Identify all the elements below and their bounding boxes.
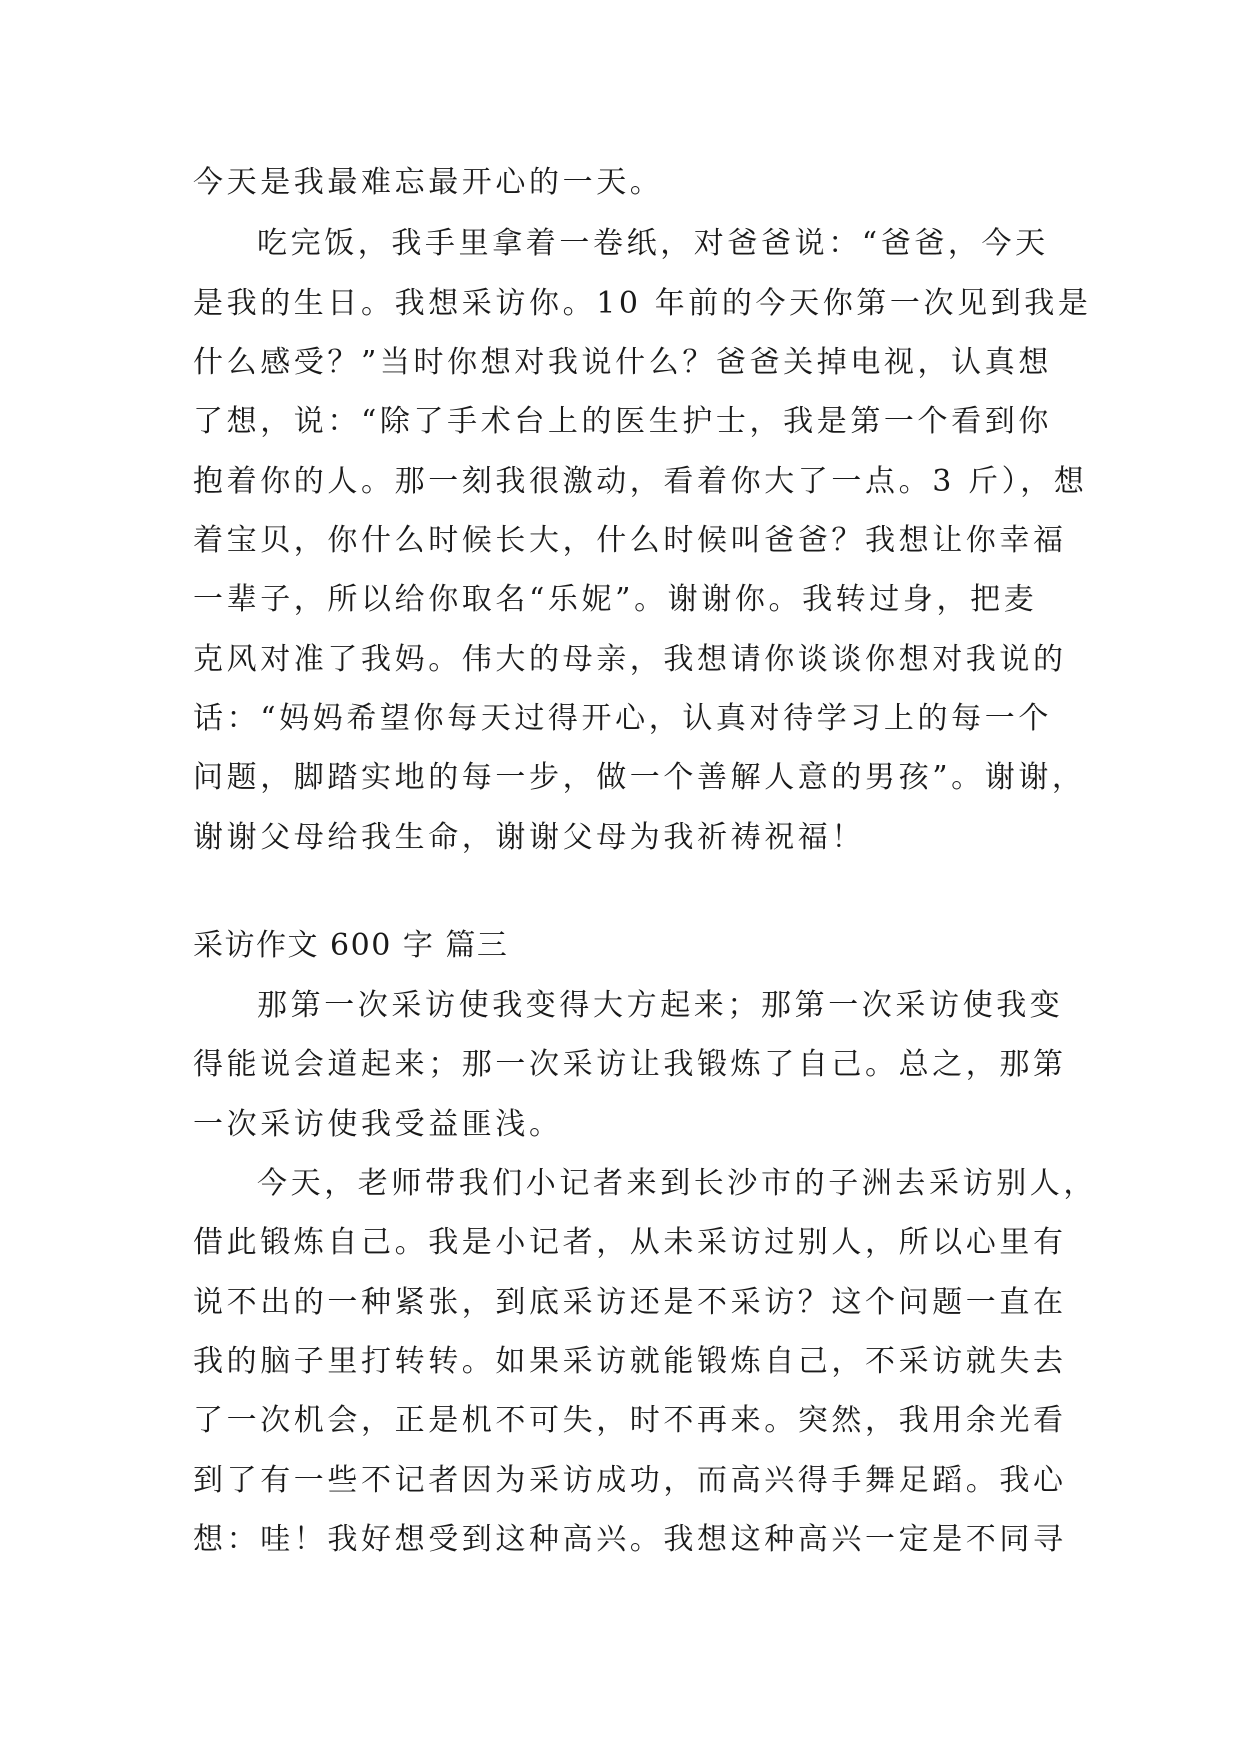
text-line: 一辈子，所以给你取名“乐妮”。谢谢你。我转过身，把麦 bbox=[193, 582, 1038, 617]
text-line: 着宝贝，你什么时候长大，什么时候叫爸爸？我想让你幸福 bbox=[193, 523, 1067, 558]
text-line: 话：“妈妈希望你每天过得开心，认真对待学习上的每一个 bbox=[193, 701, 1052, 736]
text-line: 抱着你的人。那一刻我很激动，看着你大了一点。3 斤），想 bbox=[193, 464, 1088, 499]
text-line: 今天是我最难忘最开心的一天。 bbox=[193, 165, 664, 200]
text-line: 说不出的一种紧张，到底采访还是不采访？这个问题一直在 bbox=[193, 1285, 1067, 1320]
text-line: 克风对准了我妈。伟大的母亲，我想请你谈谈你想对我说的 bbox=[193, 642, 1067, 677]
text-line: 想：哇！我好想受到这种高兴。我想这种高兴一定是不同寻 bbox=[193, 1522, 1067, 1557]
text-line: 一次采访使我受益匪浅。 bbox=[193, 1107, 563, 1142]
text-line: 什么感受？”当时你想对我说什么？爸爸关掉电视，认真想 bbox=[193, 345, 1052, 380]
text-line: 到了有一些不记者因为采访成功，而高兴得手舞足蹈。我心 bbox=[193, 1463, 1067, 1498]
text-line: 谢谢父母给我生命，谢谢父母为我祈祷祝福！ bbox=[193, 820, 865, 855]
text-line: 吃完饭，我手里拿着一卷纸，对爸爸说：“爸爸，今天 bbox=[257, 226, 1049, 261]
text-line: 了想，说：“除了手术台上的医生护士，我是第一个看到你 bbox=[193, 404, 1052, 439]
text-line: 问题，脚踏实地的每一步，做一个善解人意的男孩”。谢谢， bbox=[193, 760, 1086, 795]
section-heading: 采访作文 600 字 篇三 bbox=[193, 928, 509, 963]
text-line: 得能说会道起来；那一次采访让我锻炼了自己。总之，那第 bbox=[193, 1047, 1067, 1082]
text-line: 了一次机会，正是机不可失，时不再来。突然，我用余光看 bbox=[193, 1403, 1067, 1438]
text-line: 借此锻炼自己。我是小记者，从未采访过别人，所以心里有 bbox=[193, 1225, 1067, 1260]
text-line: 那第一次采访使我变得大方起来；那第一次采访使我变 bbox=[257, 988, 1064, 1023]
text-line: 我的脑子里打转转。如果采访就能锻炼自己，不采访就失去 bbox=[193, 1344, 1067, 1379]
text-line: 是我的生日。我想采访你。10 年前的今天你第一次见到我是 bbox=[193, 286, 1092, 321]
text-line: 今天，老师带我们小记者来到长沙市的子洲去采访别人， bbox=[257, 1166, 1097, 1201]
